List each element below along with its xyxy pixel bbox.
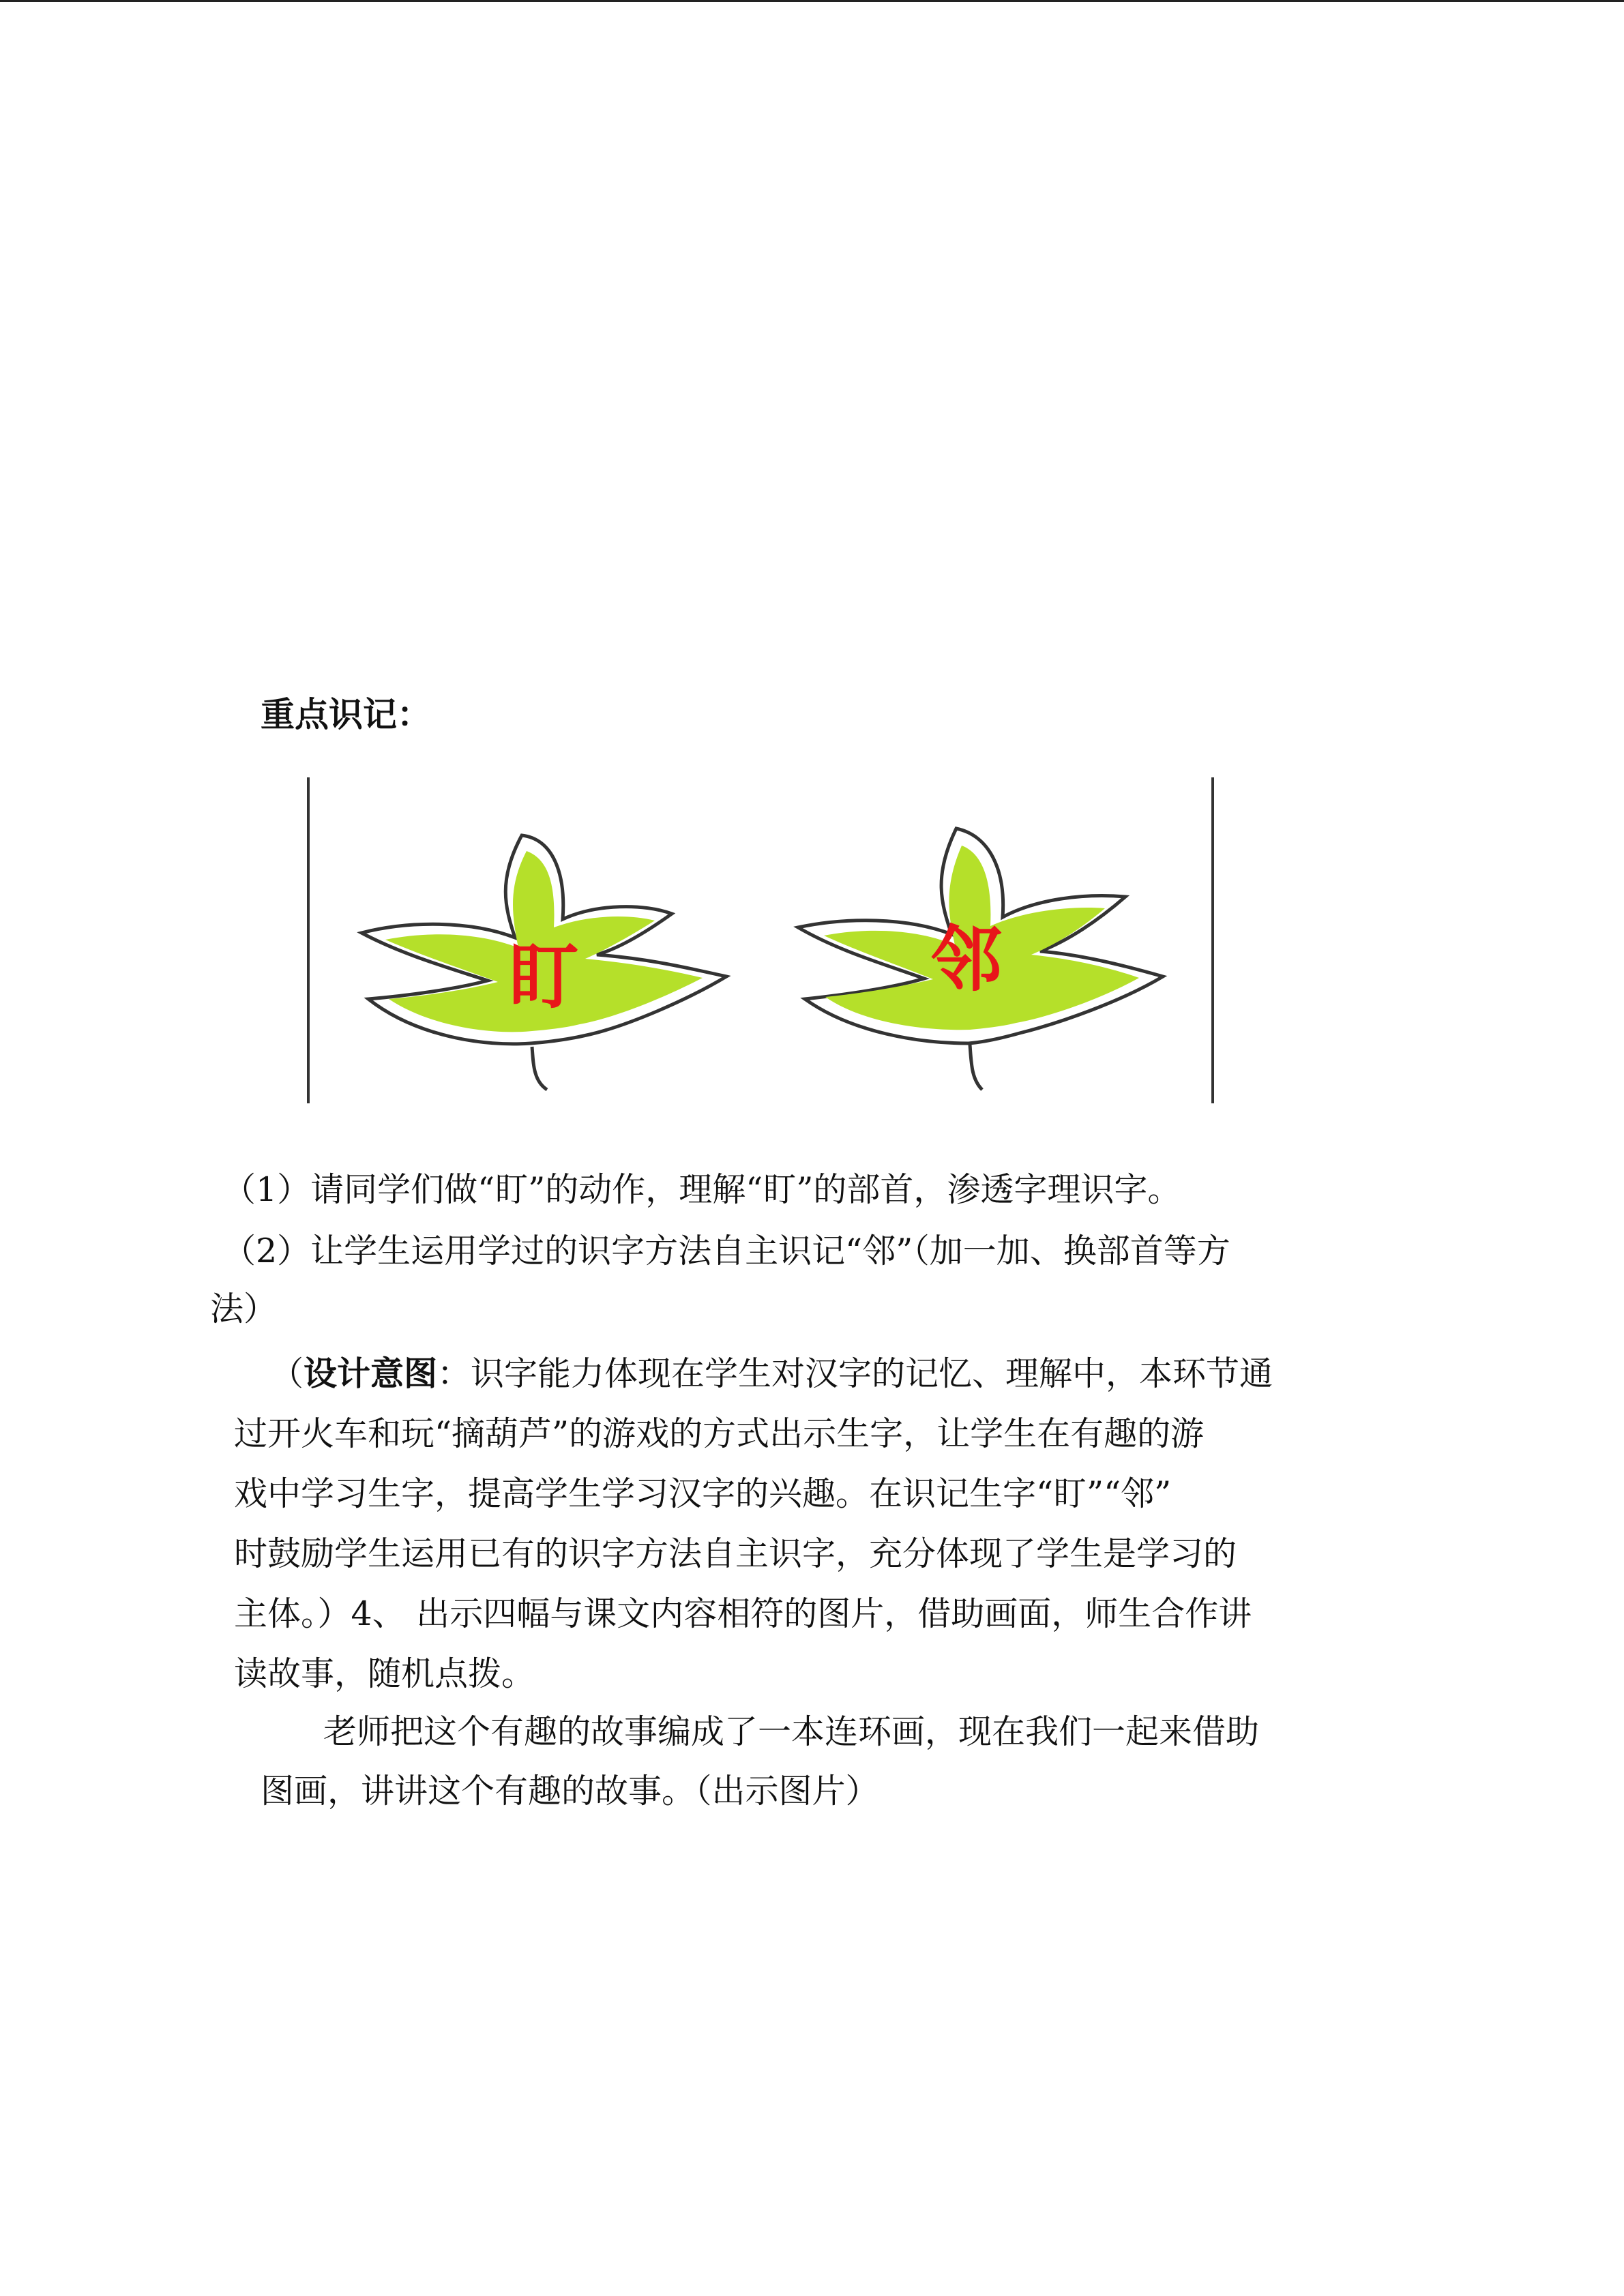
leaf-image-left (355, 818, 750, 1091)
character-lin: 邻 (931, 917, 1003, 1001)
figure-left-border (307, 777, 310, 1103)
design-intent-line-2: 过开火车和玩“摘葫芦”的游戏的方式出示生字，让学生在有趣的游 (234, 1414, 1205, 1453)
character-ding: 盯 (508, 934, 580, 1018)
paragraph-line-2: 图画，讲讲这个有趣的故事。（出示图片） (261, 1772, 879, 1810)
design-open-paren: （ (270, 1354, 304, 1393)
design-line1-text: ：识字能力体现在学生对汉字的记忆、理解中，本环节通 (437, 1354, 1273, 1393)
section-heading: 重点识记： (261, 695, 431, 734)
leaf-figure (300, 777, 1221, 1105)
design-intent-line-4: 时鼓励学生运用已有的识字方法自主识字，充分体现了学生是学习的 (234, 1534, 1237, 1573)
design-intent-line-3: 戏中学习生字，提高学生学习汉字的兴趣。在识记生字“盯”“邻” (234, 1474, 1172, 1513)
top-border (0, 0, 1624, 2)
design-intent-line-6: 读故事，随机点拨。 (234, 1654, 535, 1693)
paragraph-line-1: 老师把这个有趣的故事编成了一本连环画，现在我们一起来借助 (323, 1712, 1260, 1751)
design-intent-line-5: 主体。）4、 出示四幅与课文内容相符的图片，借助画面，师生合作讲 (234, 1594, 1252, 1633)
item-2: （2）让学生运用学过的识字方法自主识记“邻”（加一加、换部首等方 (222, 1232, 1230, 1270)
design-intent-line-1 (270, 1354, 1273, 1393)
design-intent-label: 设计意图 (304, 1354, 438, 1393)
figure-right-border (1211, 777, 1214, 1103)
item-2-continued: 法） (210, 1289, 278, 1328)
item-1: （1）请同学们做“盯”的动作，理解“盯”的部首，渗透字理识字。 (222, 1170, 1181, 1209)
leaf-image-right (778, 818, 1173, 1091)
